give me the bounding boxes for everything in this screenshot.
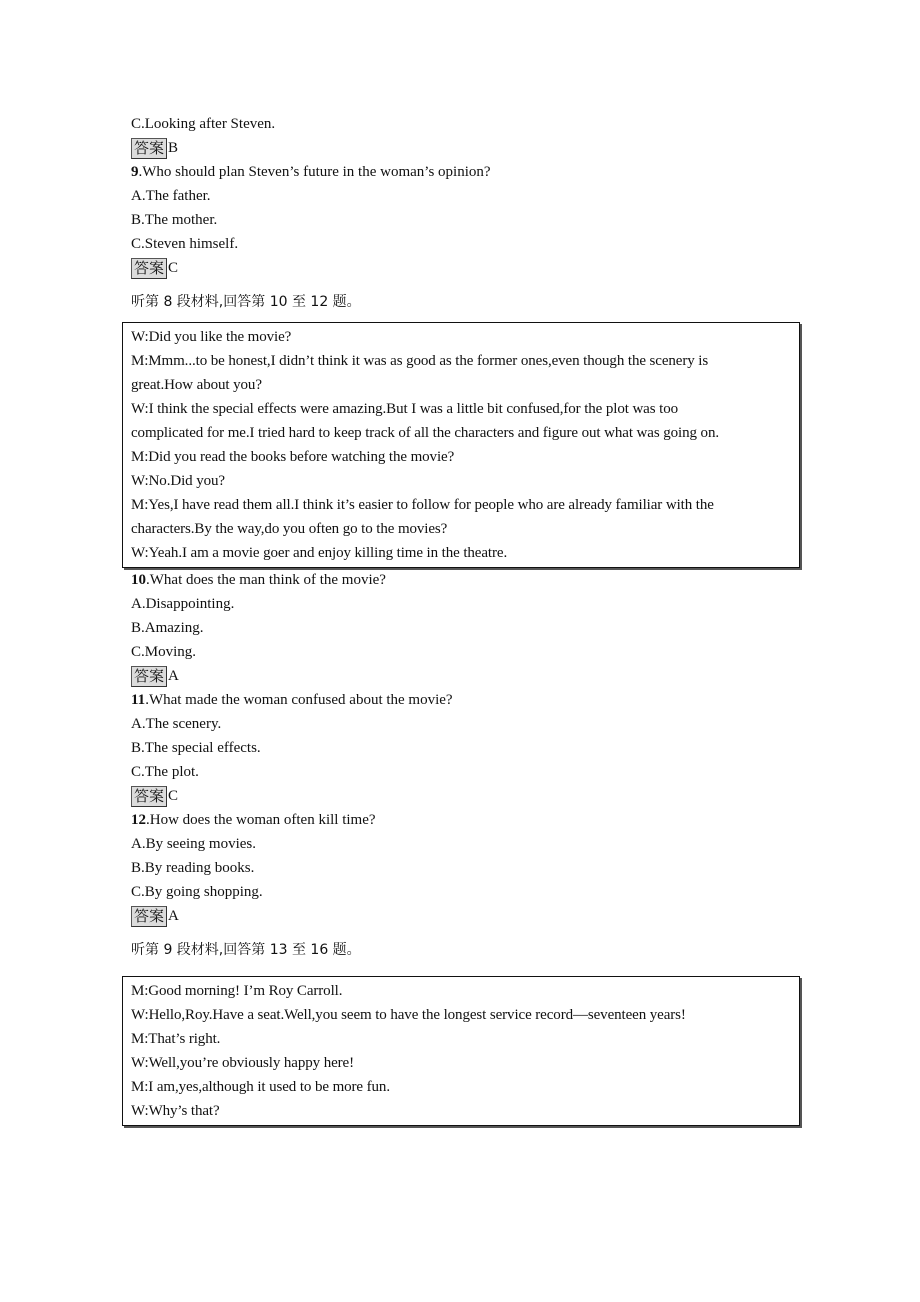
transcript-line: M:Good morning! I’m Roy Carroll. bbox=[131, 983, 343, 999]
q9-question bbox=[131, 160, 801, 184]
answer-value: A bbox=[168, 908, 179, 924]
transcript-line: M:Mmm...to be honest,I didn’t think it was as good as the former ones,even though the scenery is bbox=[131, 353, 709, 369]
transcript-line: M:I am,yes,although it used to be more fun. bbox=[131, 1079, 390, 1095]
q11-question bbox=[131, 688, 801, 712]
q11-option-c: C.The plot. bbox=[131, 764, 199, 780]
q11-option-b: B.The special effects. bbox=[131, 740, 261, 756]
q10-option-a: A.Disappointing. bbox=[131, 596, 235, 612]
transcript-line: W:Well,you’re obviously happy here! bbox=[131, 1055, 355, 1071]
transcript-line: M:Did you read the books before watching the movie? bbox=[131, 449, 455, 465]
question-text: .Who should plan Steven’s future in the woman’s opinion? bbox=[138, 164, 491, 180]
answer-value: B bbox=[168, 140, 179, 156]
answer-badge: 答案 bbox=[131, 258, 167, 279]
question-number: 10 bbox=[131, 572, 146, 588]
q8-option-c: C.Looking after Steven. bbox=[131, 116, 276, 132]
answer-badge: 答案 bbox=[131, 666, 167, 687]
section-8-transcript-box bbox=[122, 322, 800, 568]
answer-value: C bbox=[168, 788, 179, 804]
transcript-line: characters.By the way,do you often go to the movies? bbox=[131, 521, 448, 537]
q12-question bbox=[131, 808, 801, 832]
transcript-line: W:Hello,Roy.Have a seat.Well,you seem to have the longest service record—seventeen years! bbox=[131, 1007, 686, 1023]
transcript-line: complicated for me.I tried hard to keep track of all the characters and figure out what was going on. bbox=[131, 425, 720, 441]
q10-question bbox=[131, 568, 801, 592]
q12-option-a: A.By seeing movies. bbox=[131, 836, 256, 852]
section-9-transcript-box bbox=[122, 976, 800, 1126]
transcript-line: W:No.Did you? bbox=[131, 473, 225, 489]
answer-badge: 答案 bbox=[131, 138, 167, 159]
q11-option-a: A.The scenery. bbox=[131, 716, 222, 732]
answer-value: A bbox=[168, 668, 179, 684]
q9-answer bbox=[131, 256, 801, 280]
q9-option-c: C.Steven himself. bbox=[131, 236, 239, 252]
q10-answer bbox=[131, 664, 801, 688]
question-number: 12 bbox=[131, 812, 146, 828]
section-9-heading: 听第 9 段材料,回答第 13 至 16 题。 bbox=[131, 942, 361, 958]
q12-answer bbox=[131, 904, 801, 928]
answer-badge: 答案 bbox=[131, 786, 167, 807]
question-text: .What does the man think of the movie? bbox=[146, 572, 386, 588]
transcript-line: W:Yeah.I am a movie goer and enjoy killing time in the theatre. bbox=[131, 545, 508, 561]
transcript-line: W:Why’s that? bbox=[131, 1103, 220, 1119]
question-text: .What made the woman confused about the movie? bbox=[145, 692, 453, 708]
question-number: 9 bbox=[131, 164, 139, 180]
q8-answer bbox=[131, 136, 801, 160]
answer-value: C bbox=[168, 260, 179, 276]
document-page bbox=[131, 112, 801, 1126]
q10-option-b: B.Amazing. bbox=[131, 620, 204, 636]
question-text: .How does the woman often kill time? bbox=[146, 812, 376, 828]
q10-option-c: C.Moving. bbox=[131, 644, 197, 660]
q12-option-b: B.By reading books. bbox=[131, 860, 255, 876]
q9-option-b: B.The mother. bbox=[131, 212, 218, 228]
q11-answer bbox=[131, 784, 801, 808]
answer-badge: 答案 bbox=[131, 906, 167, 927]
section-8-heading: 听第 8 段材料,回答第 10 至 12 题。 bbox=[131, 294, 361, 310]
transcript-line: M:That’s right. bbox=[131, 1031, 221, 1047]
q12-option-c: C.By going shopping. bbox=[131, 884, 263, 900]
transcript-line: great.How about you? bbox=[131, 377, 262, 393]
transcript-line: W:Did you like the movie? bbox=[131, 329, 292, 345]
q9-option-a: A.The father. bbox=[131, 188, 211, 204]
transcript-line: M:Yes,I have read them all.I think it’s easier to follow for people who are already familiar with the bbox=[131, 497, 714, 513]
question-number: 11 bbox=[131, 692, 146, 708]
transcript-line: W:I think the special effects were amazing.But I was a little bit confused,for the plot was too bbox=[131, 401, 678, 417]
